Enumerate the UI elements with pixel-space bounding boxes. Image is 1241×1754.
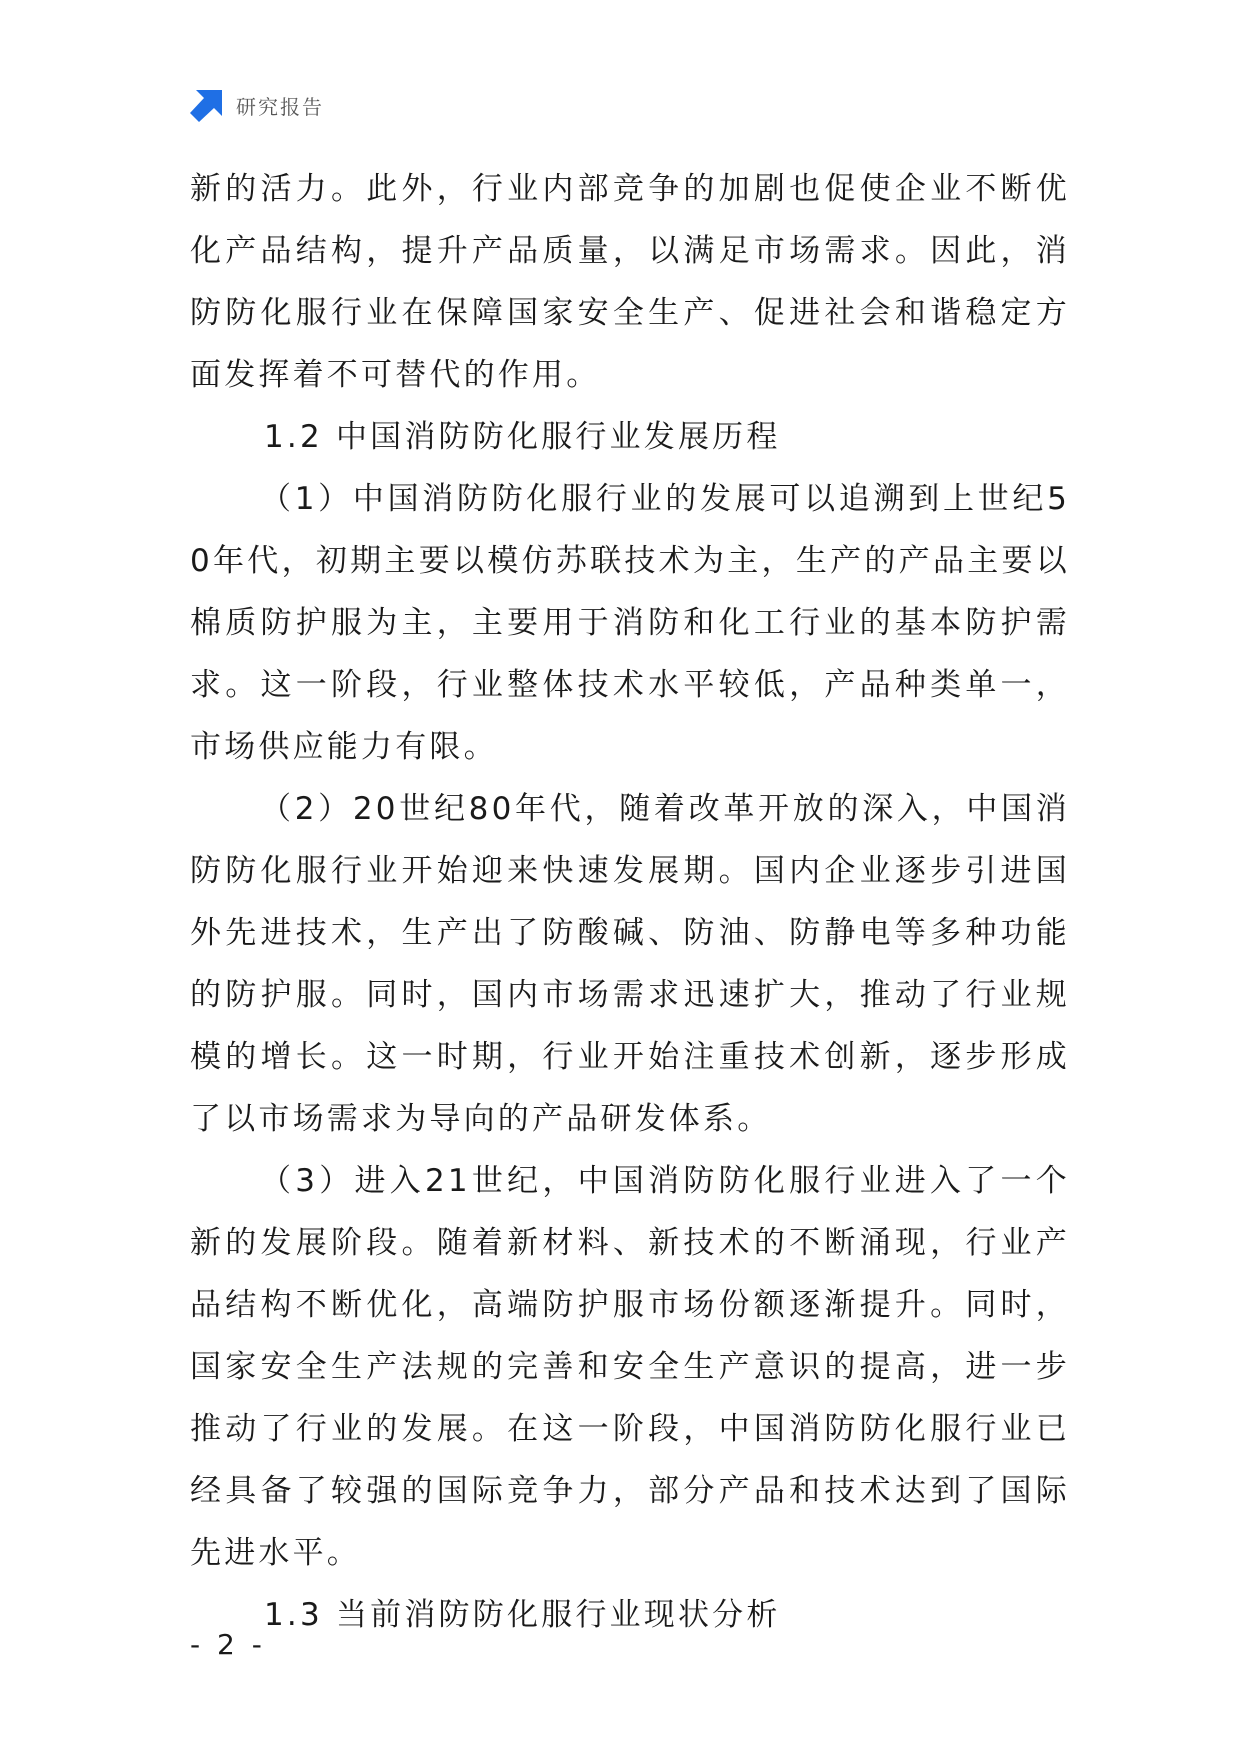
paragraph-history-3: （3）进入21世纪，中国消防防化服行业进入了一个新的发展阶段。随着新材料、新技术的不断涌现，行业产品结构不断优化，高端防护服市场份额逐渐提升。同时，国家安全生产法规的完善和安全生产意识的提高，进一步推动了行业的发展。在这一阶段，中国消防防化服行业已经具备了较强的国际竞争力，部分产品和技术达到了国际先进水平。 [190, 1163, 1070, 1571]
paragraph-history-1: （1）中国消防防化服行业的发展可以追溯到上世纪50年代，初期主要以模仿苏联技术为主，生产的产品主要以棉质防护服为主，主要用于消防和化工行业的基本防护需求。这一阶段，行业整体技术水平较低，产品种类单一，市场供应能力有限。 [190, 481, 1070, 765]
paragraph-history-2: （2）20世纪80年代，随着改革开放的深入，中国消防防化服行业开始迎来快速发展期。国内企业逐步引进国外先进技术，生产出了防酸碱、防油、防静电等多种功能的防护服。同时，国内市场需求迅速扩大，推动了行业规模的增长。这一时期，行业开始注重技术创新，逐步形成了以市场需求为导向的产品研发体系。 [190, 791, 1070, 1137]
header-title: 研究报告 [236, 94, 324, 119]
document-body [190, 158, 1070, 1646]
report-header [190, 88, 324, 122]
paragraph-intro-continuation: 新的活力。此外，行业内部竞争的加剧也促使企业不断优化产品结构，提升产品质量，以满足市场需求。因此，消防防化服行业在保障国家安全生产、促进社会和谐稳定方面发挥着不可替代的作用。 [190, 171, 1070, 393]
section-heading-1-3: 1.3 当前消防防化服行业现状分析 [264, 1597, 781, 1633]
page-number: - 2 - [190, 1628, 266, 1661]
arrow-up-right-icon [190, 88, 224, 122]
section-heading-1-2: 1.2 中国消防防化服行业发展历程 [264, 419, 781, 455]
